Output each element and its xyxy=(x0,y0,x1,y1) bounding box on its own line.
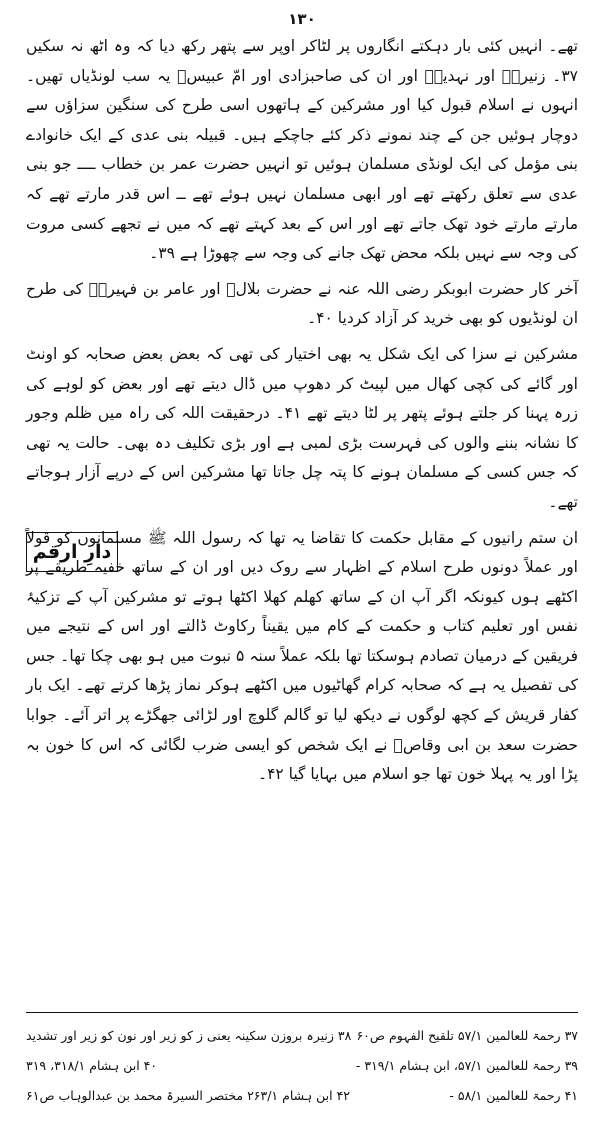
dar-arqam-section xyxy=(26,524,578,790)
paragraph-2: آخر کار حضرت ابوبکر رضی اللہ عنہ نے حضرت بلالؓ اور عامر بن فہیرہؓ کی طرح ان لونڈیوں کو بھی خرید کر آزاد کردیا ۴۰۔ xyxy=(26,279,578,328)
footnote-41: ۴۱ رحمۃ للعالمین ۵۸/۱ - xyxy=(449,1088,578,1103)
paragraph-3: مشرکین نے سزا کی ایک شکل یہ بھی اختیار کی تھی کہ بعض بعض صحابہ کو اونٹ اور گائے کی کچی کھال میں لپیٹ کر دھوپ میں ڈال دیتے تھے اور بعض کو لوہے کی زرہ پہنا کر جلتے ہوئے پتھر پر لٹا دیتے تھے ۴۱۔ درحقیقت اللہ کی راہ میں ظلم وجور کا نشانہ بننے والوں کی فہرست بڑی لمبی ہے اور بڑی تکلیف دہ بھی۔ حالت یہ تھی کہ جس کسی کے مسلمان ہونے کا پتہ چل جاتا تھا مشرکین اس کے درپے آزار ہوجاتے تھے۔ xyxy=(26,344,579,511)
footnote-37: ۳۷ رحمۃ للعالمین ۵۷/۱ تلقیح الفہوم ص۶۰ xyxy=(356,1028,578,1043)
paragraph-4-text: ان ستم رانیوں کے مقابل حکمت کا تقاضا یہ تھا کہ رسول اللہ ﷺ مسلمانوں کو قولاً اور عملاً دونوں طرح اسلام کے اظہار سے روک دیں اور ان کے ساتھ خفیہ طریقے پر اکٹھے ہوں کیونکہ اگر آپ ان کے ساتھ کھلم کھلا اکٹھا ہوتے تو مشرکین آپ کے تزکیۂ نفس اور تعلیم کتاب و حکمت کے کام میں یقیناً رکاوٹ ڈالتے اور اس کے نتیجے میں فریقین کے درمیان تصادم ہوسکتا تھا بلکہ عملاً سنہ ۵ نبوت میں ہو بھی چکا تھا۔ جس کی تفصیل یہ ہے کہ صحابہ کرام گھاٹیوں میں اکٹھے ہوکر نماز پڑھا کرتے تھے۔ ایک بار کفار قریش کے کچھ لوگوں نے دیکھ لیا تو گالم گلوچ اور لڑائی جھگڑے پر اتر آئے۔ جوابا حضرت سعد بن ابی وقاصؓ نے ایک شخص کو ایسی ضرب لگائی کہ اس کا خون بہ پڑا اور یہ پہلا خون تھا جو اسلام میں بہایا گیا ۴۲۔ xyxy=(26,528,579,784)
footnote-38: ۳۸ زنیرہ بروزن سکینہ یعنی ز کو زیر اور نون کو زیر اور تشدید xyxy=(26,1028,352,1043)
footnote-row xyxy=(26,1081,578,1111)
footnote-row xyxy=(26,1051,578,1081)
footnote-row xyxy=(26,1021,578,1051)
footnote-42: ۴۲ ابن ہشام ۲۶۳/۱ مختصر السیرۃ محمد بن عبدالوہاب ص۶۱ xyxy=(26,1088,351,1103)
footnotes xyxy=(26,1012,578,1111)
footnote-40: ۴۰ ابن ہشام ۳۱۸/۱، ۳۱۹ xyxy=(26,1058,158,1073)
side-heading-dar-arqam: دارِ ارقم xyxy=(26,532,118,572)
footnote-39: ۳۹ رحمۃ للعالمین ۵۷/۱، ابن ہشام ۳۱۹/۱ - xyxy=(355,1058,578,1073)
paragraph-1: تھے۔ انہیں کئی بار دہکتے انگاروں پر لٹاکر اوپر سے پتھر رکھ دیا کہ وہ اٹھ نہ سکیں ۳۷۔ زنیرہؓ اور نہدیہؓ اور ان کی صاحبزادی اور امّ عبیسؓ یہ سب لونڈیاں تھیں۔ انہوں نے اسلام قبول کیا اور مشرکین کے ہاتھوں اسی طرح کی سنگین سزاؤں سے دوچار ہوئیں جن کے چند نمونے ذکر کئے جاچکے ہیں۔ قبیلہ بنی عدی کے ایک خانوادے بنی مؤمل کی ایک لونڈی مسلمان ہوئیں تو انہیں حضرت عمر بن خطاب ــــ جو بنی عدی سے تعلق رکھتے تھے اور ابھی مسلمان نہیں ہوئے تھے ــ اس قدر مارتے تھے کہ مارتے مارتے خود تھک جاتے تھے اور اس کے بعد کہتے تھے کہ میں نے تجھے کسی مروت کی وجہ سے نہیں بلکہ محض تھک جانے کی وجہ سے چھوڑا ہے ۳۹۔ xyxy=(26,37,578,263)
page-number: ۱۳۰ xyxy=(288,10,316,28)
